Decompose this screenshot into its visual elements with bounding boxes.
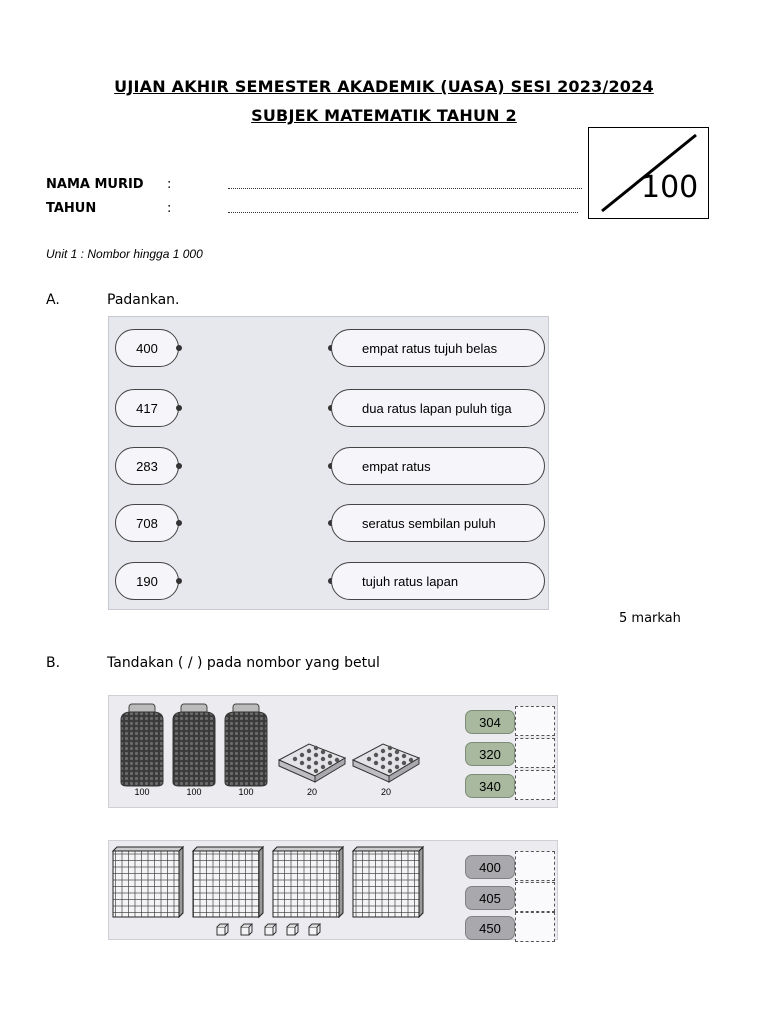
section-b-instruction: Tandakan ( / ) pada nombor yang betul (107, 655, 380, 671)
unit-cube-icon (265, 924, 276, 935)
tick-box[interactable] (515, 706, 555, 736)
name-colon: : (167, 177, 172, 192)
number-card (115, 329, 179, 367)
unit-cube-icon (309, 924, 320, 935)
question-b2-panel (108, 840, 558, 940)
number-card (115, 447, 179, 485)
score-total: 100 (641, 170, 699, 205)
answer-option (465, 855, 515, 879)
number-card (115, 562, 179, 600)
tick-box[interactable] (515, 851, 555, 881)
answer-option (465, 774, 515, 798)
number-card (115, 504, 179, 542)
match-dot-left[interactable] (176, 345, 182, 351)
hundred-block-icon (353, 847, 423, 917)
number-card-value: 190 (136, 573, 158, 589)
match-dot-left[interactable] (176, 578, 182, 584)
word-card (331, 504, 545, 542)
number-card-value: 417 (136, 400, 158, 416)
answer-option-value: 450 (479, 920, 501, 936)
answer-option (465, 742, 515, 766)
word-card (331, 389, 545, 427)
match-dot-left[interactable] (176, 520, 182, 526)
number-card-value: 400 (136, 340, 158, 356)
hundred-block-icon (113, 847, 183, 917)
word-card-value: empat ratus (362, 458, 431, 474)
tick-box[interactable] (515, 770, 555, 800)
exam-title: UJIAN AKHIR SEMESTER AKADEMIK (UASA) SESI 2023/2024 (114, 77, 654, 96)
answer-option-value: 405 (479, 890, 501, 906)
jar-label: 100 (134, 787, 150, 797)
unit-cube-icon (241, 924, 252, 935)
jar-icon (173, 704, 215, 786)
name-field[interactable] (228, 188, 582, 189)
answer-option (465, 886, 515, 910)
section-a-marks: 5 markah (619, 611, 681, 626)
match-dot-left[interactable] (176, 405, 182, 411)
word-card-value: empat ratus tujuh belas (362, 340, 498, 356)
tray-icon (353, 744, 419, 782)
tick-box[interactable] (515, 738, 555, 768)
tray-label: 20 (306, 787, 317, 797)
section-a-letter: A. (46, 292, 60, 308)
word-card (331, 329, 545, 367)
base-ten-blocks-illustration (109, 841, 449, 941)
word-card-value: tujuh ratus lapan (362, 573, 459, 589)
year-colon: : (167, 201, 172, 216)
jar-icon (121, 704, 163, 786)
score-box (588, 127, 709, 219)
jar-label: 100 (186, 787, 202, 797)
name-label: NAMA MURID (46, 177, 144, 192)
jar-icon (225, 704, 267, 786)
question-b1-panel (108, 695, 558, 808)
jar-label: 100 (238, 787, 254, 797)
matching-panel (108, 316, 549, 610)
tray-icon (279, 744, 345, 782)
match-dot-left[interactable] (176, 463, 182, 469)
number-card-value: 283 (136, 458, 158, 474)
year-label: TAHUN (46, 201, 97, 216)
answer-option-value: 304 (479, 714, 501, 730)
subject-title: SUBJEK MATEMATIK TAHUN 2 (251, 106, 517, 125)
answer-option-value: 320 (479, 746, 501, 762)
unit-cube-icon (217, 924, 228, 935)
number-card-value: 708 (136, 515, 158, 531)
unit-cube-icon (287, 924, 298, 935)
answer-option (465, 916, 515, 940)
tick-box[interactable] (515, 882, 555, 912)
section-b-letter: B. (46, 655, 61, 671)
answer-option (465, 710, 515, 734)
tick-box[interactable] (515, 912, 555, 942)
tray-label: 20 (380, 787, 391, 797)
section-a-instruction: Padankan. (107, 292, 180, 308)
word-card (331, 562, 545, 600)
answer-option-value: 400 (479, 859, 501, 875)
hundred-block-icon (273, 847, 343, 917)
word-card-value: dua ratus lapan puluh tiga (362, 400, 512, 416)
unit-heading: Unit 1 : Nombor hingga 1 000 (46, 247, 203, 261)
word-card (331, 447, 545, 485)
number-card (115, 389, 179, 427)
hundred-block-icon (193, 847, 263, 917)
word-card-value: seratus sembilan puluh (362, 515, 496, 531)
year-field[interactable] (228, 212, 578, 213)
answer-option-value: 340 (479, 778, 501, 794)
